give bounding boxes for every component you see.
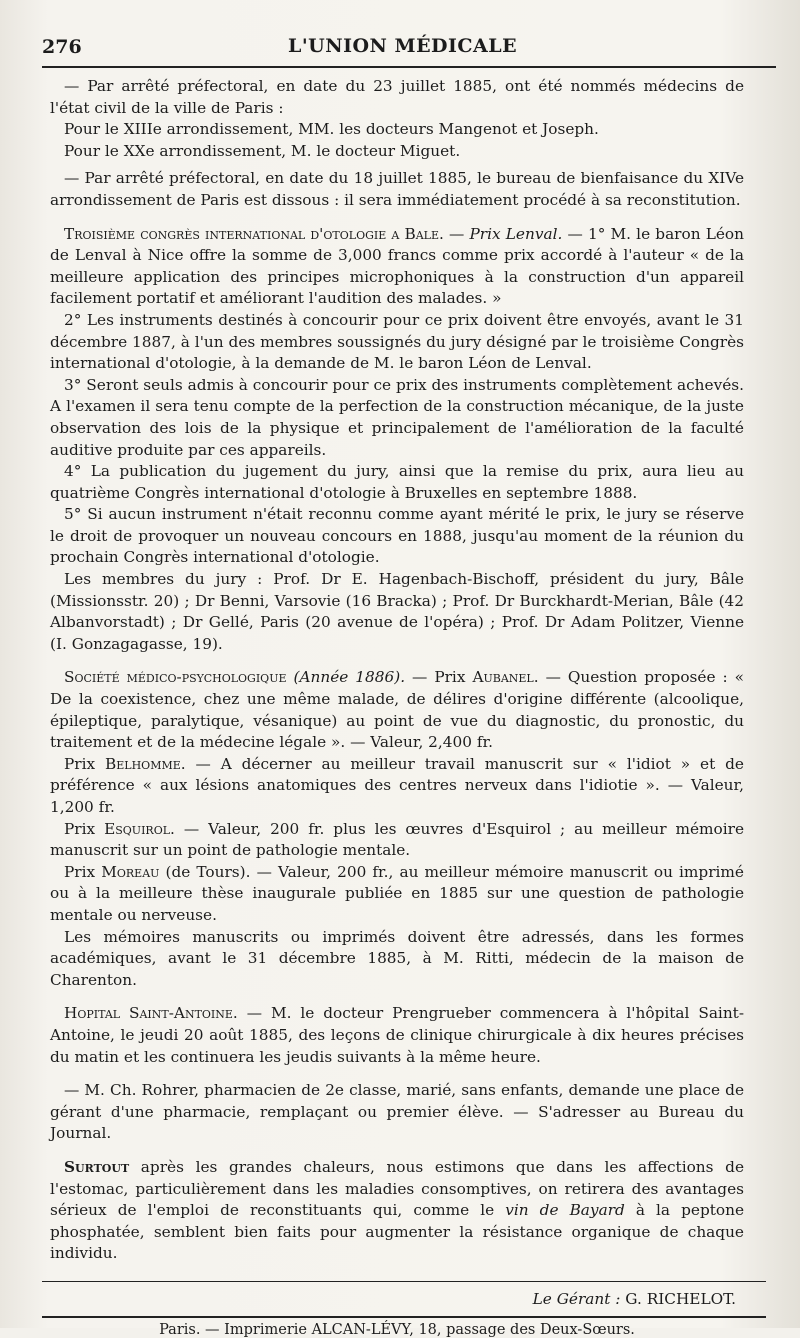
gerant-label: Le Gérant : xyxy=(532,1289,621,1308)
paragraph-memoires: Les mémoires manuscrits ou imprimés doivent être adressés, dans les formes académiques, avant le 31 décembre 1885, à M. Ritti, médecin de la maison de Charenton. xyxy=(50,927,744,989)
otologie-prize-name: Prix Lenval. xyxy=(469,224,563,243)
paragraph-xx: Pour le XXe arrondissement, M. le docteur Miguet. xyxy=(64,141,461,160)
page-header xyxy=(42,30,744,64)
paragraph-otologie-4: 4° La publication du jugement du jury, ainsi que la remise du prix, aura lieu au quatrième Congrès international d'otologie à Bruxelles en septembre 1888. xyxy=(50,462,744,502)
medico-psy-heading: Société médico-psychologique xyxy=(64,668,287,687)
paragraph-otologie-2: 2° Les instruments destinés à concourir pour ce prix doivent être envoyés, avant le 31 décembre 1887, à l'un des membres soussignés du jury désigné par le troisième Congrès international d'otologie, à la demande de M. le baron Léon de Lenval. xyxy=(50,310,744,373)
paragraph-xiii: Pour le XIIIe arrondissement, MM. les docteurs Mangenot et Joseph. xyxy=(64,120,599,139)
paragraph-bienfaisance: — Par arrêté préfectoral, en date du 18 juillet 1885, le bureau de bienfaisance du XIVe arrondissement de Paris est dissous : il sera immédiatement procédé à sa reconstitution. xyxy=(50,169,744,209)
paragraph-otologie-5: 5° Si aucun instrument n'était reconnu comme ayant mérité le prix, le jury se réserve le droit de provoquer un nouveau concours en 1888, jusqu'au moment de la réunion du prochain Congrès international d'otologie. xyxy=(50,505,744,567)
paragraph-nomination: — Par arrêté préfectoral, en date du 23 juillet 1885, ont été nommés médecins de l'état civil de la ville de Paris : xyxy=(50,77,744,117)
prix-moreau-name: Moreau xyxy=(101,862,160,881)
surtout-heading: Surtout xyxy=(64,1157,130,1176)
paragraph-saint-antoine: Hopital Saint-Antoine. — M. le docteur Prengrueber commencera à l'hôpital Saint-Antoine, le jeudi 20 août 1885, des leçons de clinique chirurgicale à dix heures précises du matin et les continuera les jeudis suivants à la même heure. xyxy=(50,1004,744,1066)
header-rule xyxy=(42,66,776,68)
paragraph-medico-psy: Société médico-psychologique (Année 1886). — Prix Aubanel. — Question proposée : « De la coexistence, chez une même malade, de délires d'origine différente (alcoolique, épileptique, paralytique, vésanique) au point de vue du diagnostic, du pronostic, du traitement et de la médecine légale ». — Valeur, 2,400 fr. xyxy=(50,668,744,752)
prix-aubanel-name: Aubanel. xyxy=(472,668,539,687)
footer-rule-bottom xyxy=(42,1316,766,1318)
vin-de-bayard: vin de Bayard xyxy=(505,1201,625,1220)
paragraph-otologie xyxy=(50,224,744,310)
paragraph-belhomme: Prix Belhomme. — A décerner au meilleur travail manuscrit sur « l'idiot » et de préférence « aux lésions anatomiques des centres nerveux dans l'idiotie ». — Valeur, 1,200 fr. xyxy=(50,754,744,816)
paragraph-esquirol: Prix Esquirol. — Valeur, 200 fr. plus les œuvres d'Esquirol ; au meilleur mémoire manuscrit sur un point de pathologie mentale. xyxy=(50,819,744,860)
article-body xyxy=(50,76,744,1265)
prix-belhomme-name: Belhomme. xyxy=(105,754,186,773)
paragraph-moreau: Prix Moreau (de Tours). — Valeur, 200 fr., au meilleur mémoire manuscrit ou imprimé ou à la meilleure thèse inaugurale publiée en 1885 sur une question de pathologie mentale ou nerveuse. xyxy=(50,862,744,924)
medico-psy-year: (Année 1886). xyxy=(293,668,406,687)
gerant-name: G. RICHELOT. xyxy=(620,1289,736,1308)
paragraph-surtout: Surtout après les grandes chaleurs, nous estimons que dans les affections de l'estomac, particulièrement dans les maladies consomptives, on retirera des avantages sérieux de l'emploi de reconstituants qui, comme le vin de Bayard à la peptone phosphatée, semblent bien faits pour augmenter la résistance organique de chaque individu. xyxy=(50,1157,744,1263)
paragraph-jury: Les membres du jury : Prof. Dr E. Hagenbach-Bischoff, président du jury, Bâle (Missionsstr. 20) ; Dr Benni, Varsovie (16 Bracka) ; Prof. Dr Burckhardt-Merian, Bâle (42 Albanvorstadt) ; Dr Gellé, Paris (20 avenue de l'opéra) ; Prof. Dr Adam Politzer, Vienne (I. Gonzagagasse, 19). xyxy=(50,570,744,653)
paragraph-rohrer: — M. Ch. Rohrer, pharmacien de 2e classe, marié, sans enfants, demande une place de gérant d'une pharmacie, remplaçant ou premier élève. — S'adresser au Bureau du Journal. xyxy=(50,1081,744,1143)
printer-imprint: Paris. — Imprimerie ALCAN-LÉVY, 18, passage des Deux-Sœurs. xyxy=(159,1321,635,1338)
footer-rule-top xyxy=(42,1281,766,1282)
page-number: 276 xyxy=(42,36,82,58)
prix-esquirol-name: Esquirol. xyxy=(104,819,175,838)
gerant-signature xyxy=(50,1290,736,1308)
otologie-dash: — xyxy=(443,224,470,243)
paragraph-otologie-3: 3° Seront seuls admis à concourir pour ce prix des instruments complètement achevés. A l'examen il sera tenu compte de la perfection de la construction mécanique, de la juste observation des lois de la physique et principalement de l'amélioration de la faculté auditive produite par ces appareils. xyxy=(50,375,744,459)
journal-title: L'UNION MÉDICALE xyxy=(288,35,518,57)
otologie-text: — 1° M. le baron Léon de Lenval à Nice offre la somme de 3,000 francs comme prix accordé à l'auteur « de la meilleure application des principes microphoniques à la construction d'un appareil facilement portatif et améliorant l'audition des malades. » xyxy=(50,224,744,308)
aubanel-text: — Question proposée : « De la coexistence, chez une même malade, de délires d'origine différente (alcoolique, épileptique, paralytique, vésanique) au point de vue du diagnostic, du pronostic, du traitement et de la médecine légale ». — Valeur, 2,400 fr. xyxy=(50,668,744,752)
saint-antoine-heading: Hopital Saint-Antoine. xyxy=(64,1004,238,1023)
otologie-heading: Troisième congrès international d'otologie a Bale. xyxy=(64,224,444,243)
